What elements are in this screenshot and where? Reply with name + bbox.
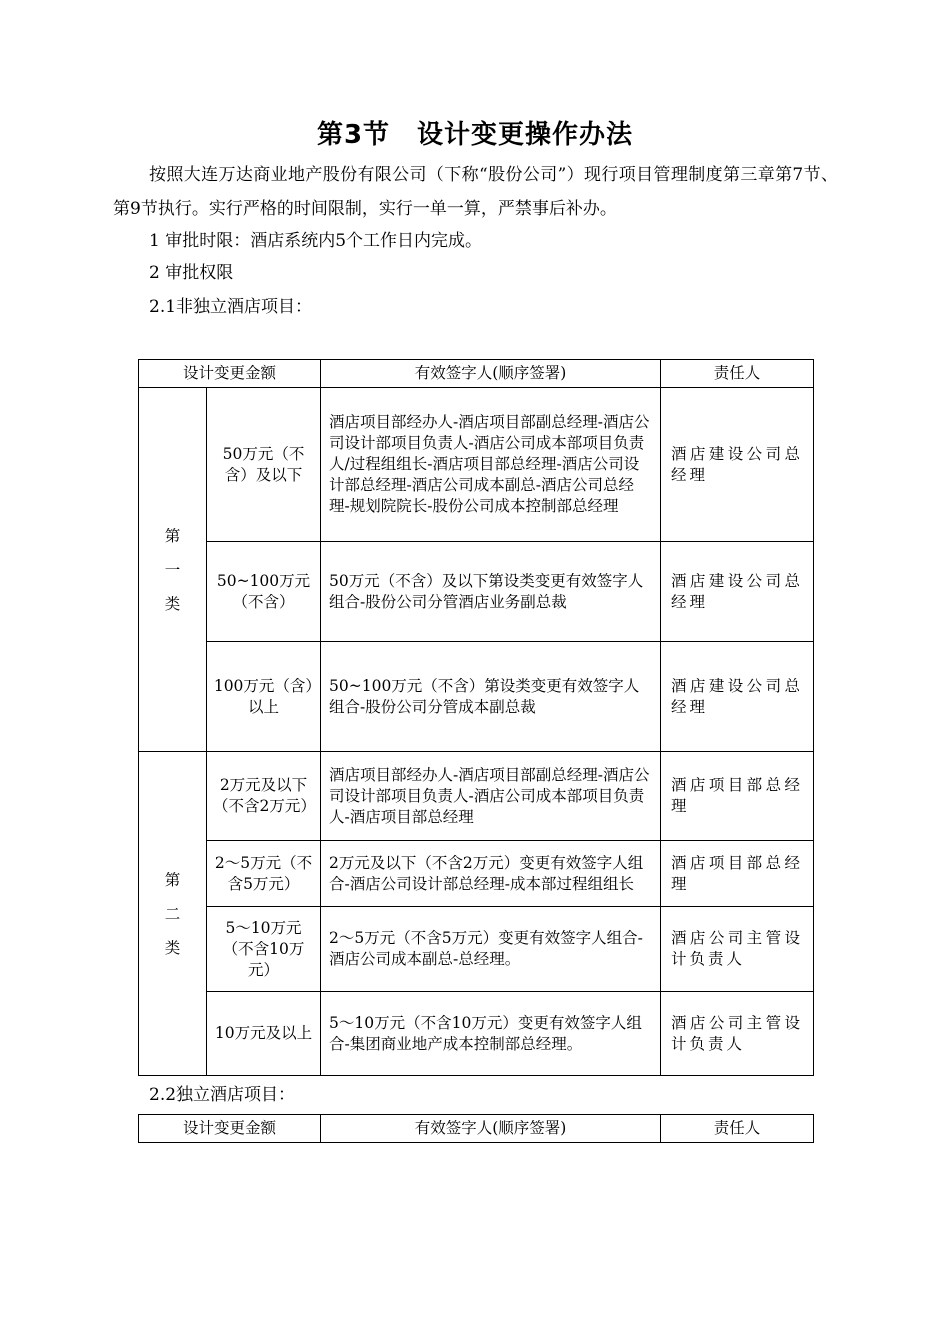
table-row <box>139 841 814 907</box>
table-row <box>139 907 814 992</box>
independent-hotel-heading: 2.2独立酒店项目： <box>149 1085 296 1105</box>
header-responsible: 责任人 <box>661 360 814 388</box>
table-row <box>139 992 814 1076</box>
approval-table-independent <box>138 1114 814 1143</box>
approval-authority-heading: 2 审批权限 <box>149 263 234 283</box>
signers-cell: 50万元（不含）及以下第设类变更有效签字人组合-股份公司分管酒店业务副总裁 <box>321 542 661 642</box>
table-row <box>139 542 814 642</box>
signers-cell: 2～5万元（不含5万元）变更有效签字人组合-酒店公司成本副总-总经理。 <box>321 907 661 992</box>
intro-paragraph: 按照大连万达商业地产股份有限公司（下称“股份公司”）现行项目管理制度第三章第7节、第9节执行。实行严格的时间限制，实行一单一算，严禁事后补办。 <box>113 165 838 219</box>
amount-cell: 2万元及以下（不含2万元） <box>207 752 321 841</box>
amount-cell: 5～10万元（不含10万元） <box>207 907 321 992</box>
responsible-cell: 酒店建设公司总经理 <box>661 388 814 542</box>
table-row <box>139 752 814 841</box>
header-signers: 有效签字人(顺序签署) <box>321 1115 661 1143</box>
header-amount: 设计变更金额 <box>139 1115 321 1143</box>
amount-cell: 2～5万元（不含5万元） <box>207 841 321 907</box>
table-row <box>139 388 814 542</box>
category-second: 第 二 类 <box>139 752 207 1076</box>
section-title: 第3节 设计变更操作办法 <box>316 120 634 150</box>
amount-cell: 10万元及以上 <box>207 992 321 1076</box>
approval-time-limit: 1 审批时限：酒店系统内5个工作日内完成。 <box>149 231 483 251</box>
responsible-cell: 酒店项目部总经理 <box>661 752 814 841</box>
signers-cell: 酒店项目部经办人-酒店项目部副总经理-酒店公司设计部项目负责人-酒店公司成本部项目负责人/过程组组长-酒店项目部总经理-酒店公司设计部总经理-酒店公司成本副总-酒店公司总经理-规划院院长-股份公司成本控制部总经理 <box>321 388 661 542</box>
approval-table-non-independent <box>138 359 814 1076</box>
signers-cell: 2万元及以下（不含2万元）变更有效签字人组合-酒店公司设计部总经理-成本部过程组组长 <box>321 841 661 907</box>
signers-cell: 5～10万元（不含10万元）变更有效签字人组合-集团商业地产成本控制部总经理。 <box>321 992 661 1076</box>
responsible-cell: 酒店公司主管设计负责人 <box>661 992 814 1076</box>
signers-cell: 50~100万元（不含）第设类变更有效签字人组合-股份公司分管成本副总裁 <box>321 642 661 752</box>
table-header-row <box>139 360 814 388</box>
amount-cell: 100万元（含）以上 <box>207 642 321 752</box>
category-first: 第 一 类 <box>139 388 207 752</box>
amount-cell: 50~100万元（不含） <box>207 542 321 642</box>
header-signers: 有效签字人(顺序签署) <box>321 360 661 388</box>
amount-cell: 50万元（不含）及以下 <box>207 388 321 542</box>
header-responsible: 责任人 <box>661 1115 814 1143</box>
header-amount: 设计变更金额 <box>139 360 321 388</box>
table-row <box>139 642 814 752</box>
responsible-cell: 酒店公司主管设计负责人 <box>661 907 814 992</box>
signers-cell: 酒店项目部经办人-酒店项目部副总经理-酒店公司设计部项目负责人-酒店公司成本部项目负责人-酒店项目部总经理 <box>321 752 661 841</box>
non-independent-hotel-heading: 2.1非独立酒店项目： <box>149 297 313 317</box>
responsible-cell: 酒店建设公司总经理 <box>661 542 814 642</box>
responsible-cell: 酒店建设公司总经理 <box>661 642 814 752</box>
responsible-cell: 酒店项目部总经理 <box>661 841 814 907</box>
table-header-row <box>139 1115 814 1143</box>
